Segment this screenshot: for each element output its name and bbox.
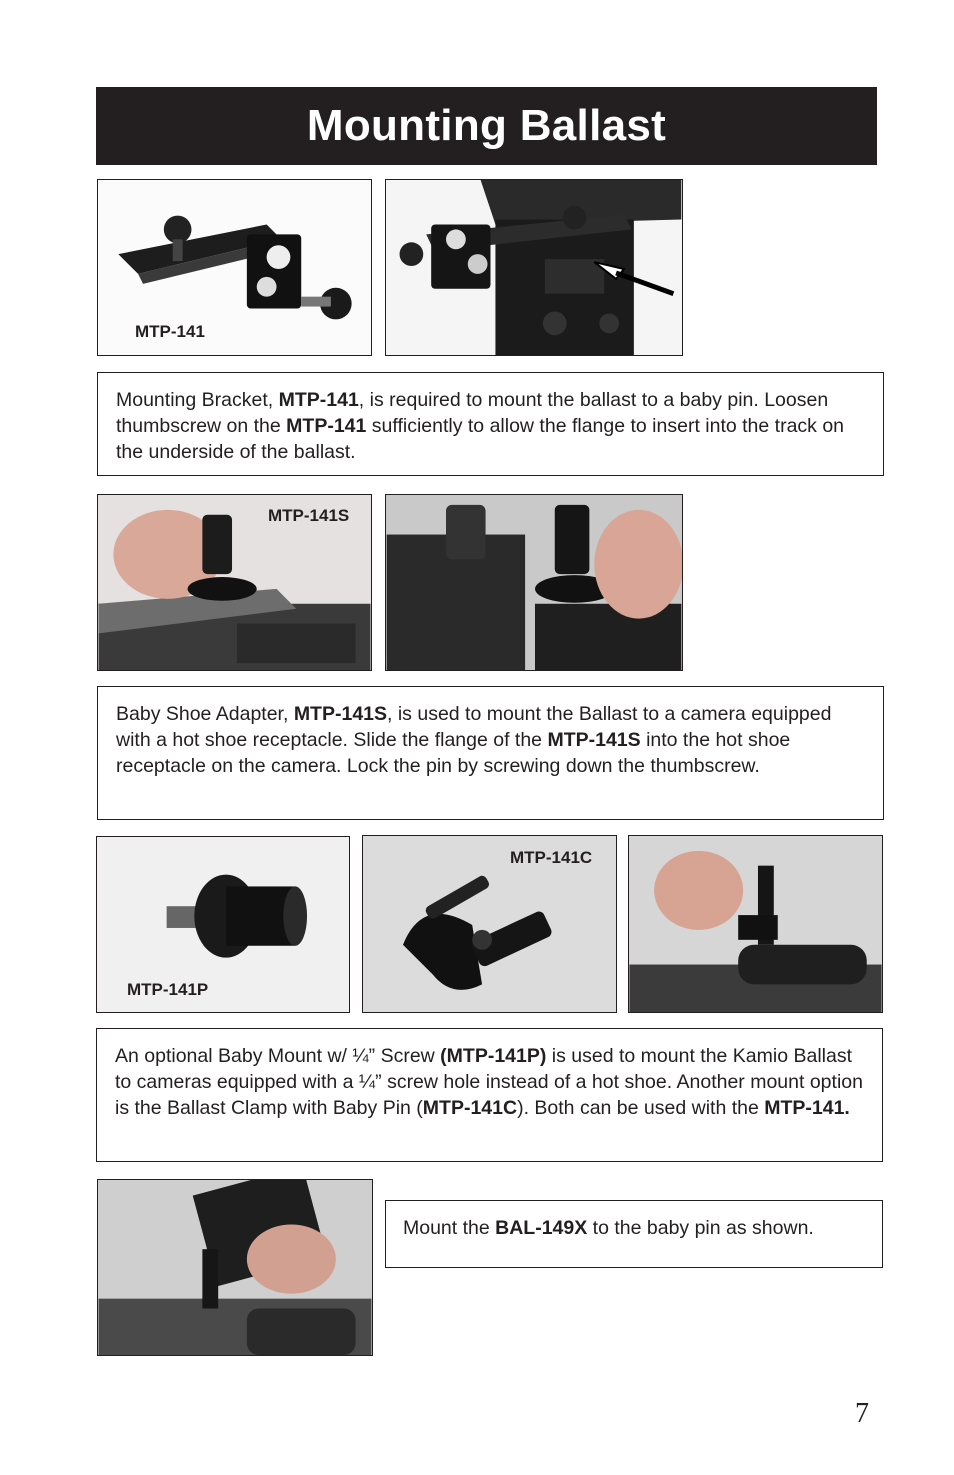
- text-bold: MTP-141S: [293, 703, 388, 725]
- photo-mtp-141s: [97, 494, 372, 671]
- photo-mtp-141p: [96, 836, 350, 1013]
- camera-shoe-illustration: [386, 495, 682, 670]
- text-segment: Mount the: [403, 1217, 496, 1239]
- text-bold: MTP-141C: [422, 1097, 518, 1119]
- text-bold: MTP-141S: [547, 729, 641, 751]
- text-segment: Baby Shoe Adapter,: [116, 703, 294, 725]
- text-bold: (MTP-141P): [440, 1045, 547, 1067]
- ballast-mounted-illustration: [98, 1180, 372, 1355]
- text-segment: , is used to mount the Ballast to a camera equipped with a hot shoe receptacle. Slide the flange of the: [116, 703, 832, 751]
- photo-ballast-on-baby-pin: [97, 1179, 373, 1356]
- text-segment: Mounting Bracket,: [116, 389, 279, 411]
- page-title: Mounting Ballast: [306, 101, 667, 150]
- text-segment: ). Both can be used with the: [517, 1097, 765, 1119]
- photo-label-mtp-141c: MTP-141C: [510, 848, 593, 867]
- text-segment: is used to mount the Kamio Ballast to cameras equipped with a ¼” screw hole instead of a hot shoe. Another mount option is the Ballast Clamp with Baby Pin (: [115, 1045, 863, 1119]
- photo-label-mtp-141p: MTP-141P: [127, 980, 209, 999]
- text-bold: MTP-141: [278, 389, 359, 411]
- text-segment: , is required to mount the ballast to a baby pin. Loosen thumbscrew on the: [116, 389, 829, 437]
- photo-mtp-141c: [362, 835, 617, 1013]
- text-segment: An optional Baby Mount w/ ¼” Screw: [115, 1045, 441, 1067]
- photo-bracket-on-ballast: [385, 179, 683, 356]
- text-box-mounting-bracket: [97, 372, 884, 476]
- photo-label-mtp-141s: MTP-141S: [268, 506, 350, 525]
- text-box-baby-shoe-adapter: [97, 686, 884, 820]
- title-banner: [96, 87, 877, 165]
- text-box-baby-mount-options: [96, 1028, 883, 1162]
- text-bold: BAL-149X: [495, 1217, 588, 1239]
- text-segment: sufficiently to allow the flange to insert into the track on the underside of the ballast.: [116, 415, 845, 463]
- page-number: 7: [855, 1398, 869, 1429]
- text-bold: MTP-141: [286, 415, 367, 437]
- text-segment: into the hot shoe receptacle on the camera. Lock the pin by screwing down the thumbscrew.: [116, 729, 791, 777]
- clamp-handle-illustration: [629, 836, 882, 1012]
- text-bold: MTP-141.: [764, 1097, 850, 1119]
- text-segment: to the baby pin as shown.: [587, 1217, 814, 1239]
- text-box-mount-bal-149x: [385, 1200, 883, 1268]
- photo-clamp-on-handle: [628, 835, 883, 1013]
- ballast-illustration: [386, 180, 682, 355]
- photo-label-mtp-141: MTP-141: [135, 322, 205, 341]
- photo-mtp-141-bracket: [97, 179, 372, 356]
- photo-shoe-on-camera: [385, 494, 683, 671]
